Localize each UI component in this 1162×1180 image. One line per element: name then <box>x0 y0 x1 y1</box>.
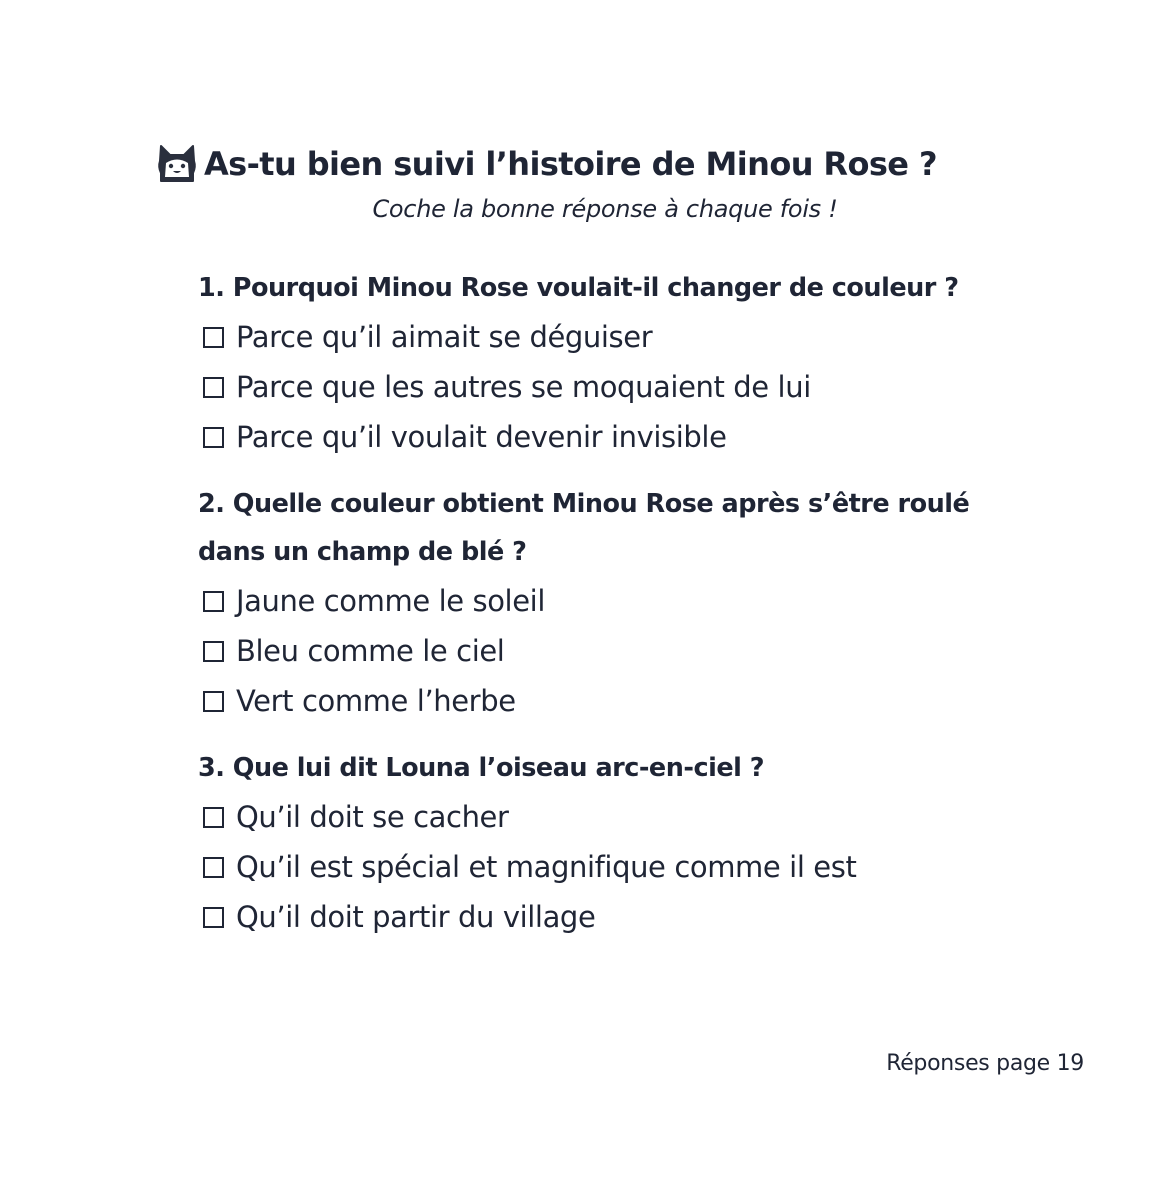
answer-option[interactable] <box>198 626 1018 676</box>
question-text: 3. Que lui dit Louna l’oiseau arc-en-ciel ? <box>198 753 765 783</box>
page-subtitle: Coche la bonne réponse à chaque fois ! <box>372 195 838 223</box>
question-2 <box>198 480 1018 726</box>
checkbox[interactable] <box>203 857 224 878</box>
answer-option[interactable] <box>198 892 1018 942</box>
cat-face-icon <box>156 143 198 185</box>
checkbox[interactable] <box>203 641 224 662</box>
answer-option[interactable] <box>198 842 1018 892</box>
answer-label: Vert comme l’herbe <box>236 684 516 718</box>
checkbox[interactable] <box>203 591 224 612</box>
quiz <box>198 264 1018 942</box>
answer-label: Parce que les autres se moquaient de lui <box>236 370 811 404</box>
answer-label: Qu’il doit se cacher <box>236 800 509 834</box>
question-text: 1. Pourquoi Minou Rose voulait-il changer de couleur ? <box>198 273 959 303</box>
question-text: 2. Quelle couleur obtient Minou Rose après s’être roulé dans un champ de blé ? <box>198 489 970 567</box>
answer-label: Jaune comme le soleil <box>236 584 545 618</box>
answer-option[interactable] <box>198 792 1018 842</box>
answer-option[interactable] <box>198 576 1018 626</box>
answer-label: Qu’il doit partir du village <box>236 900 596 934</box>
answer-option[interactable] <box>198 362 1018 412</box>
answers-page-reference: Réponses page 19 <box>886 1051 1084 1076</box>
checkbox[interactable] <box>203 691 224 712</box>
question-3 <box>198 744 1018 942</box>
answer-label: Bleu comme le ciel <box>236 634 505 668</box>
checkbox[interactable] <box>203 907 224 928</box>
answer-label: Parce qu’il voulait devenir invisible <box>236 420 727 454</box>
page-title: As-tu bien suivi l’histoire de Minou Rose ? <box>204 145 937 183</box>
answer-option[interactable] <box>198 676 1018 726</box>
answer-label: Qu’il est spécial et magnifique comme il est <box>236 850 857 884</box>
answer-label: Parce qu’il aimait se déguiser <box>236 320 653 354</box>
checkbox[interactable] <box>203 327 224 348</box>
answer-option[interactable] <box>198 412 1018 462</box>
answer-option[interactable] <box>198 312 1018 362</box>
checkbox[interactable] <box>203 377 224 398</box>
question-1 <box>198 264 1018 462</box>
checkbox[interactable] <box>203 427 224 448</box>
checkbox[interactable] <box>203 807 224 828</box>
title-row <box>156 138 937 190</box>
